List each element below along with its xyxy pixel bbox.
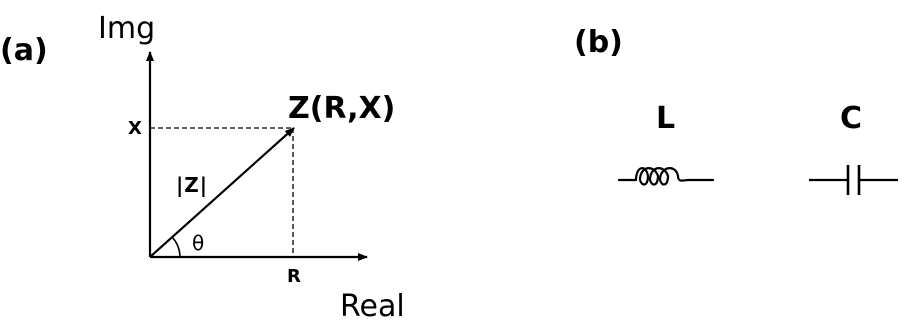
magnitude-label: |Z| xyxy=(176,173,209,197)
panel-a xyxy=(0,11,405,324)
panel-b xyxy=(574,25,898,195)
panel-a-label: (a) xyxy=(0,33,48,68)
angle-label: θ xyxy=(192,231,205,255)
inductor-symbol xyxy=(619,168,713,184)
capacitor-label: C xyxy=(840,101,863,136)
real-axis-label: Real xyxy=(340,289,405,324)
imaginary-axis-label: Img xyxy=(98,11,156,46)
inductor-label: L xyxy=(656,101,676,136)
capacitor-symbol xyxy=(809,165,898,195)
inductor-coil xyxy=(619,168,713,184)
point-label: Z(R,X) xyxy=(288,91,396,126)
reactance-tick-label: X xyxy=(128,118,142,139)
angle-arc xyxy=(172,237,180,257)
resistance-tick-label: R xyxy=(287,266,301,287)
panel-b-label: (b) xyxy=(574,25,623,60)
